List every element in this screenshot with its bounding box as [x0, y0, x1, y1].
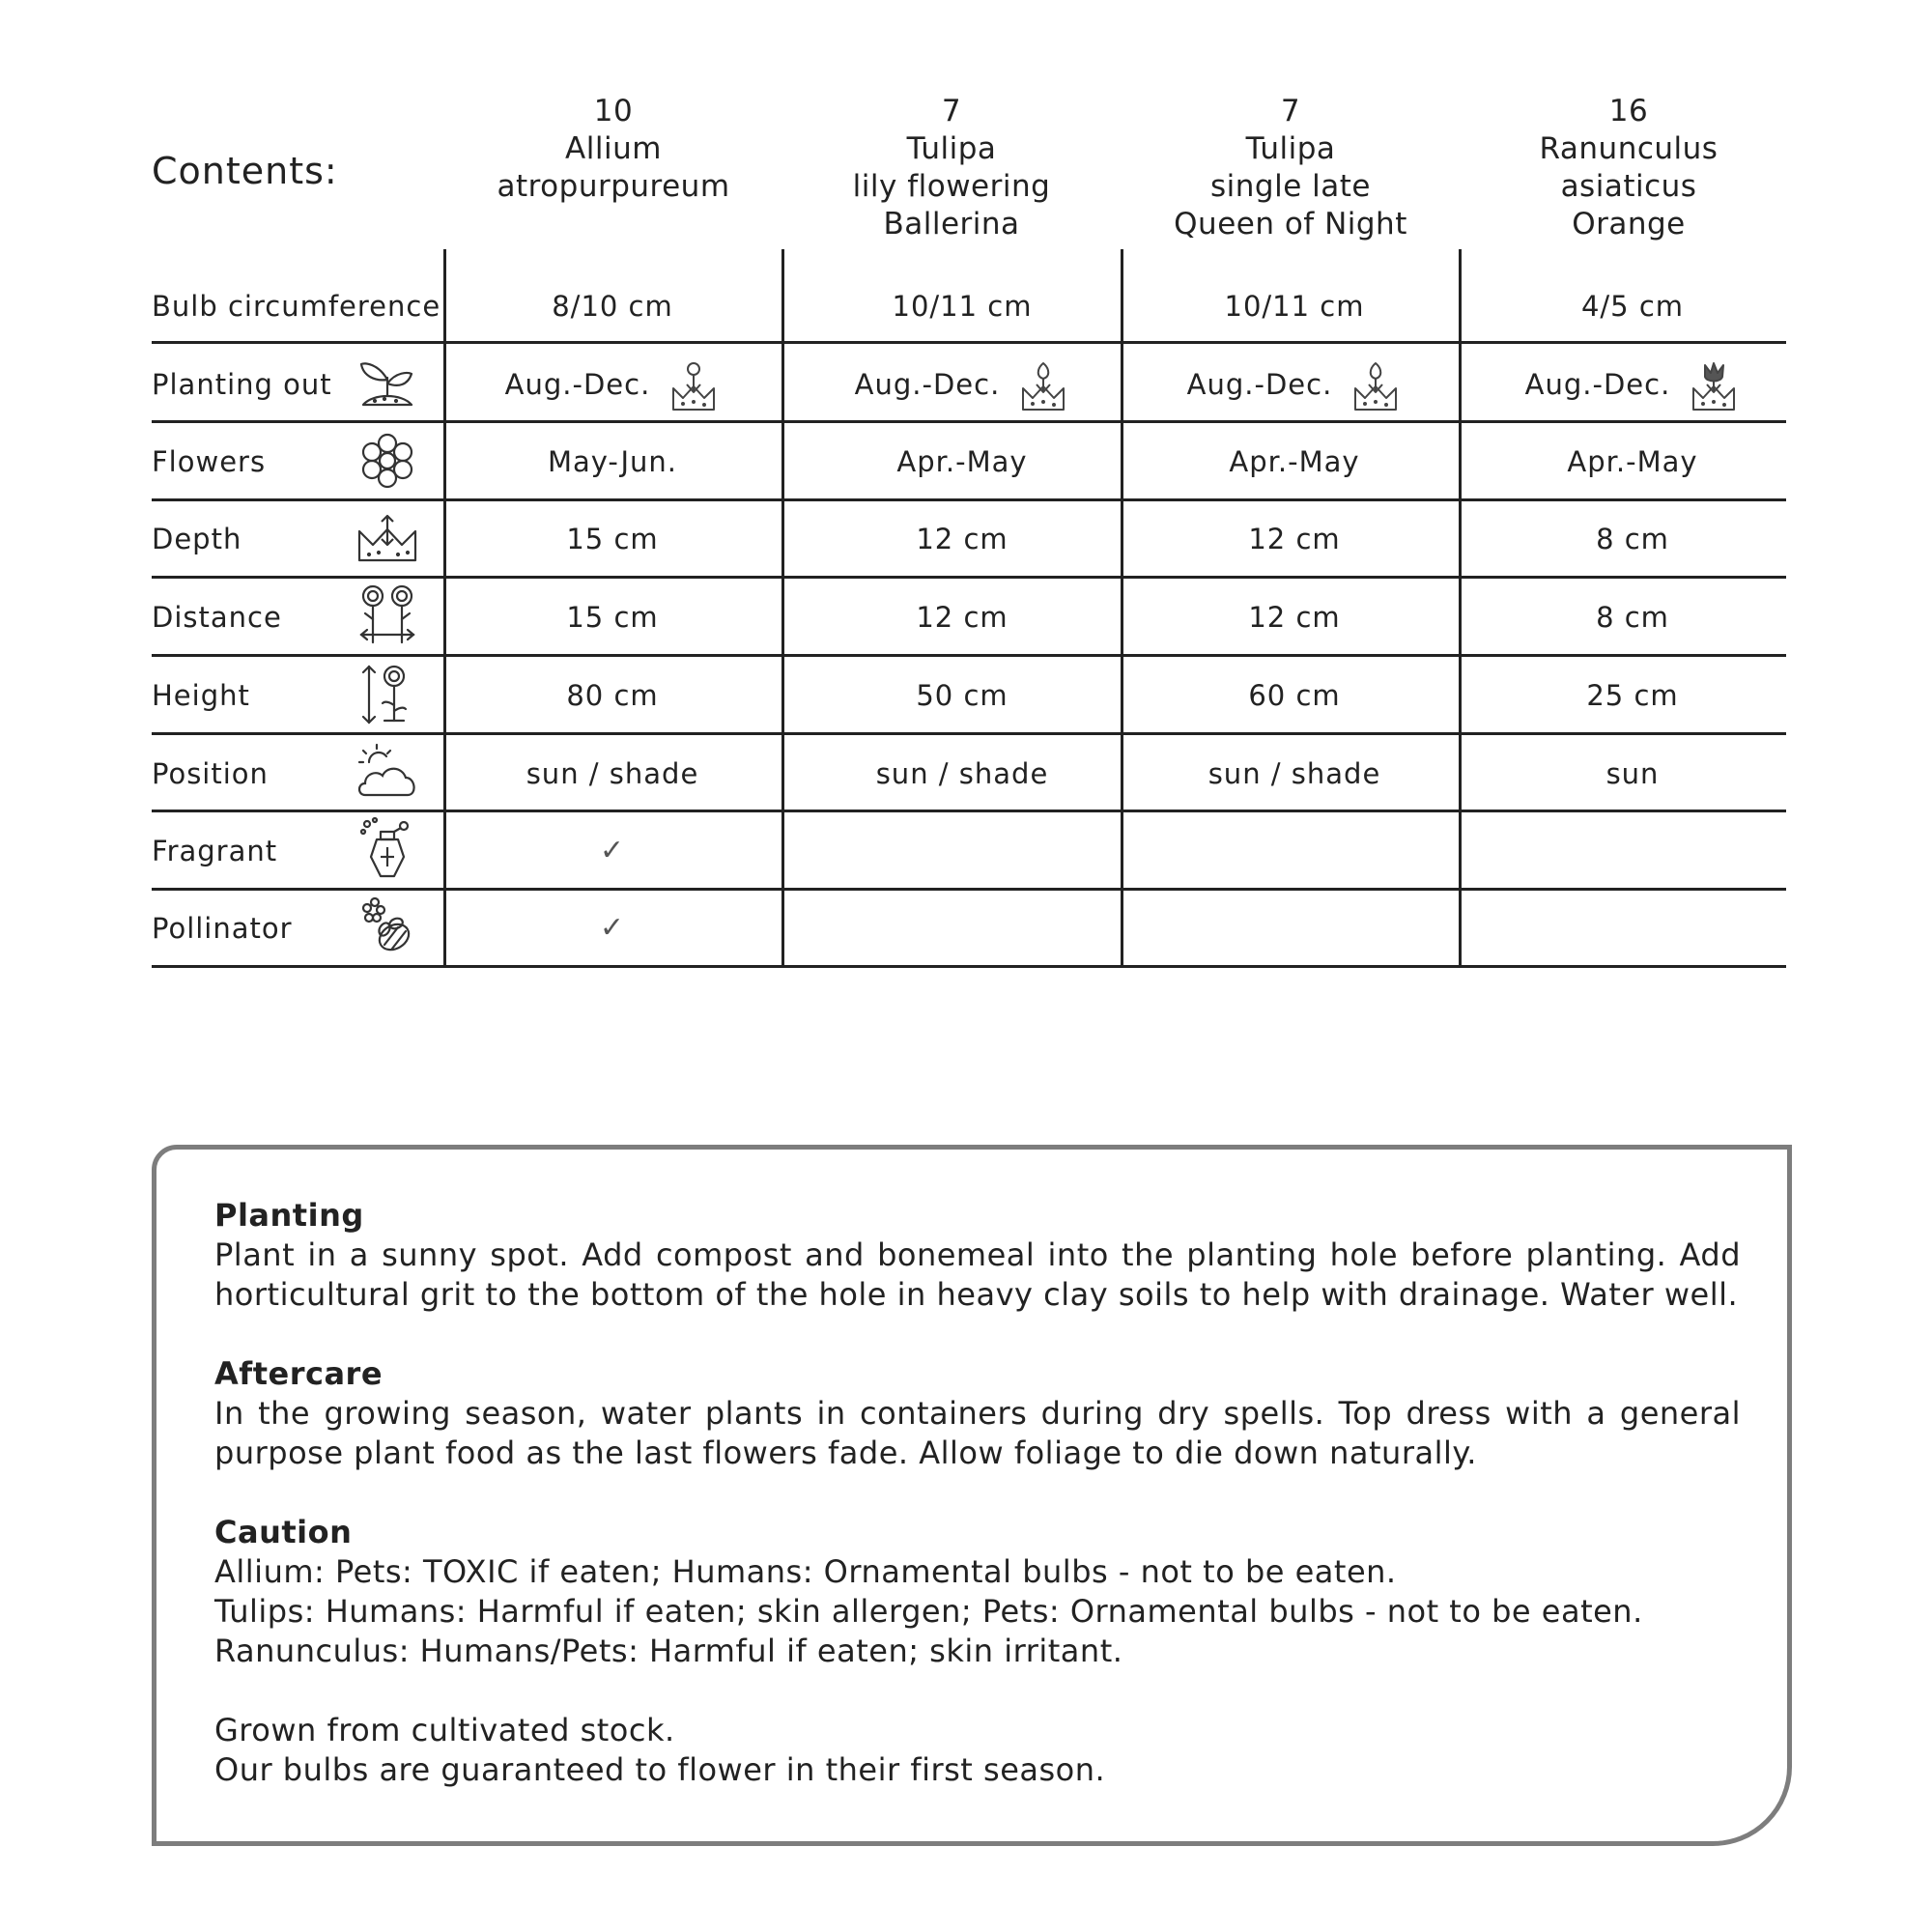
cell-bulb-circumference: 10/11 cm: [892, 290, 1033, 323]
cell-distance: 15 cm: [566, 601, 659, 634]
column-name-line3: Queen of Night: [1174, 207, 1407, 242]
row-label-bulb-circumference: Bulb circumference: [152, 290, 441, 323]
cell-depth: 12 cm: [1248, 523, 1341, 555]
column-count: 7: [1280, 94, 1301, 128]
cell-planting-out: [1125, 346, 1463, 423]
cell-height: 50 cm: [916, 679, 1009, 712]
planting-months: Aug.-Dec.: [1524, 368, 1671, 401]
footer-section: [214, 1711, 1741, 1790]
planting-section: [214, 1196, 1741, 1315]
row-label-pollinator: Pollinator: [152, 912, 293, 945]
row-label-planting-out: Planting out: [152, 368, 332, 401]
row-label-fragrant: Fragrant: [152, 835, 278, 867]
cell-height: 25 cm: [1586, 679, 1679, 712]
height-icon: [355, 663, 419, 726]
cell-depth: 15 cm: [566, 523, 659, 555]
cell-flowers: Apr.-May: [1229, 445, 1360, 478]
cell-position: sun: [1605, 757, 1660, 790]
cell-planting-out: [1463, 346, 1802, 423]
column-header-tulipa-ballerina: [787, 93, 1116, 243]
cell-distance: 12 cm: [1248, 601, 1341, 634]
caution-line: Tulips: Humans: Harmful if eaten; skin allergen; Pets: Ornamental bulbs - not to be eaten.: [214, 1593, 1643, 1630]
cell-position: sun / shade: [875, 757, 1049, 790]
aftercare-section: [214, 1354, 1741, 1473]
cell-position: sun / shade: [1208, 757, 1381, 790]
cell-bulb-circumference: 10/11 cm: [1224, 290, 1365, 323]
caution-line: Ranunculus: Humans/Pets: Harmful if eaten; skin irritant.: [214, 1633, 1123, 1669]
perfume-icon: [355, 816, 419, 880]
allium-bulb-icon: [668, 359, 720, 413]
cell-fragrant: [793, 812, 1131, 890]
column-count: 10: [593, 94, 634, 128]
column-name-line1: Ranunculus: [1539, 131, 1719, 166]
row-label-distance: Distance: [152, 601, 282, 634]
cell-distance: 8 cm: [1596, 601, 1669, 634]
column-header-allium: [449, 93, 778, 206]
cell-pollinator-check: ✓: [599, 911, 626, 945]
care-instructions-content: [214, 1196, 1741, 1790]
sun-cloud-icon: [355, 741, 419, 805]
column-name-line2: asiaticus: [1560, 169, 1697, 204]
cell-planting-out: [443, 346, 781, 423]
cell-planting-out: [793, 346, 1131, 423]
tulip-bulb-icon: [1350, 359, 1402, 413]
cell-pollinator: [1125, 890, 1463, 967]
cell-fragrant-check: ✓: [599, 834, 626, 867]
column-name-line1: Tulipa: [1245, 131, 1336, 166]
footer-line: Grown from cultivated stock.: [214, 1712, 675, 1748]
cell-flowers: Apr.-May: [1567, 445, 1698, 478]
planting-text: Plant in a sunny spot. Add compost and bonemeal into the planting hole before planting. Add horticultural grit to the bottom of the hole in heavy clay soils to help with drainage. Water well.: [214, 1236, 1741, 1313]
caution-heading: Caution: [214, 1514, 353, 1550]
column-count: 7: [941, 94, 962, 128]
cell-bulb-circumference: 8/10 cm: [552, 290, 673, 323]
column-name-line1: Tulipa: [906, 131, 997, 166]
cell-pollinator: [793, 890, 1131, 967]
cell-position: sun / shade: [526, 757, 699, 790]
seedling-icon: [355, 351, 419, 414]
column-count: 16: [1608, 94, 1649, 128]
footer-line: Our bulbs are guaranteed to flower in their first season.: [214, 1751, 1106, 1788]
caution-section: [214, 1513, 1741, 1671]
bee-icon: [355, 895, 419, 958]
column-name-line2: atropurpureum: [497, 169, 730, 204]
planting-months: Aug.-Dec.: [1186, 368, 1333, 401]
tuber-icon: [1688, 359, 1740, 413]
column-name-line1: Allium: [565, 131, 662, 166]
row-label-height: Height: [152, 679, 250, 712]
cell-fragrant: [1125, 812, 1463, 890]
column-name-line3: Orange: [1572, 207, 1686, 242]
tulip-bulb-icon: [1017, 359, 1069, 413]
cell-flowers: Apr.-May: [896, 445, 1028, 478]
row-label-depth: Depth: [152, 523, 242, 555]
cell-fragrant: [1463, 812, 1802, 890]
column-header-ranunculus: [1464, 93, 1793, 243]
cell-flowers: May-Jun.: [547, 445, 678, 478]
row-label-position: Position: [152, 757, 269, 790]
flower-icon: [355, 429, 419, 493]
cell-bulb-circumference: 4/5 cm: [1580, 290, 1685, 323]
planting-months: Aug.-Dec.: [504, 368, 651, 401]
cell-depth: 12 cm: [916, 523, 1009, 555]
cell-depth: 8 cm: [1596, 523, 1669, 555]
column-name-line2: lily flowering: [852, 169, 1051, 204]
distance-icon: [355, 584, 419, 648]
depth-icon: [355, 506, 419, 570]
cell-distance: 12 cm: [916, 601, 1009, 634]
row-label-flowers: Flowers: [152, 445, 267, 478]
cell-height: 60 cm: [1248, 679, 1341, 712]
cell-pollinator: [1463, 890, 1802, 967]
caution-line: Allium: Pets: TOXIC if eaten; Humans: Ornamental bulbs - not to be eaten.: [214, 1553, 1397, 1590]
aftercare-text: In the growing season, water plants in containers during dry spells. Top dress with a general purpose plant food as the last flowers fade. Allow foliage to die down naturally.: [214, 1395, 1741, 1471]
column-header-tulipa-queen: [1126, 93, 1455, 243]
cell-height: 80 cm: [566, 679, 659, 712]
planting-heading: Planting: [214, 1197, 364, 1234]
planting-months: Aug.-Dec.: [854, 368, 1001, 401]
contents-label: Contents:: [152, 150, 338, 192]
grid-divider: [781, 249, 784, 967]
care-instructions-box: [152, 1145, 1792, 1846]
column-name-line3: Ballerina: [883, 207, 1020, 242]
column-name-line2: single late: [1210, 169, 1371, 204]
aftercare-heading: Aftercare: [214, 1355, 384, 1392]
